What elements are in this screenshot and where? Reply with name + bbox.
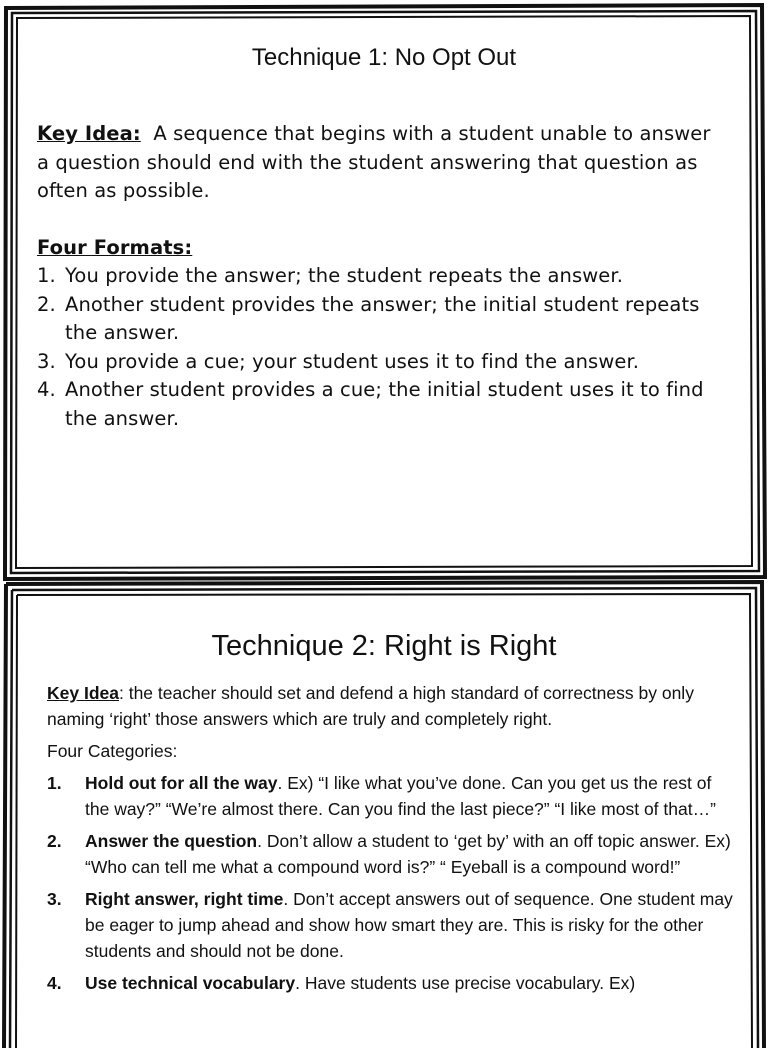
list-item: 1. You provide the answer; the student repeats the answer.	[37, 264, 624, 287]
list-item: 4. Another student provides a cue; the initial student uses it to find the answer.	[37, 378, 704, 430]
four-formats-label: Four Formats:	[37, 235, 193, 259]
list-item: 3. You provide a cue; your student uses it to find the answer.	[37, 349, 640, 373]
list-item: 4. Use technical vocabulary. Have students use precise vocabulary. Ex)	[47, 973, 636, 993]
key-idea-paragraph	[47, 680, 737, 732]
key-idea-paragraph	[37, 120, 727, 206]
key-idea-text: : the teacher should set and defend a high standard of correctness by only naming ‘right’ those answers which are truly and completely right.	[47, 683, 694, 729]
four-categories-label: Four Categories:	[47, 741, 178, 761]
key-idea-label: Key Idea	[47, 683, 119, 703]
formats-list	[37, 262, 727, 433]
key-idea-text: A sequence that begins with a student unable to answer a question should end with the student answering that question as often as possible.	[37, 122, 711, 202]
technique-1-body	[37, 120, 727, 433]
list-item: 3. Right answer, right time. Don’t accept answers out of sequence. One student may be eager to jump ahead and show how smart they are. This is risky for the other students and should not be done.	[47, 889, 733, 961]
list-item: 2. Another student provides the answer; the initial student repeats the answer.	[37, 292, 700, 344]
technique-2-body	[47, 680, 737, 1002]
technique-1-title: Technique 1: No Opt Out	[251, 44, 517, 71]
list-item: 2. Answer the question. Don’t allow a student to ‘get by’ with an off topic answer. Ex) “Who can tell me what a compound word is?” “ Eyeball is a compound word!”	[47, 831, 731, 877]
technique-2-title: Technique 2: Right is Right	[211, 630, 557, 662]
categories-list	[47, 770, 737, 996]
list-item: 1. Hold out for all the way. Ex) “I like what you’ve done. Can you get us the rest of the way?” “We’re almost there. Can you find the last piece?” “I like most of that…”	[47, 773, 716, 819]
key-idea-label: Key Idea:	[37, 122, 141, 145]
